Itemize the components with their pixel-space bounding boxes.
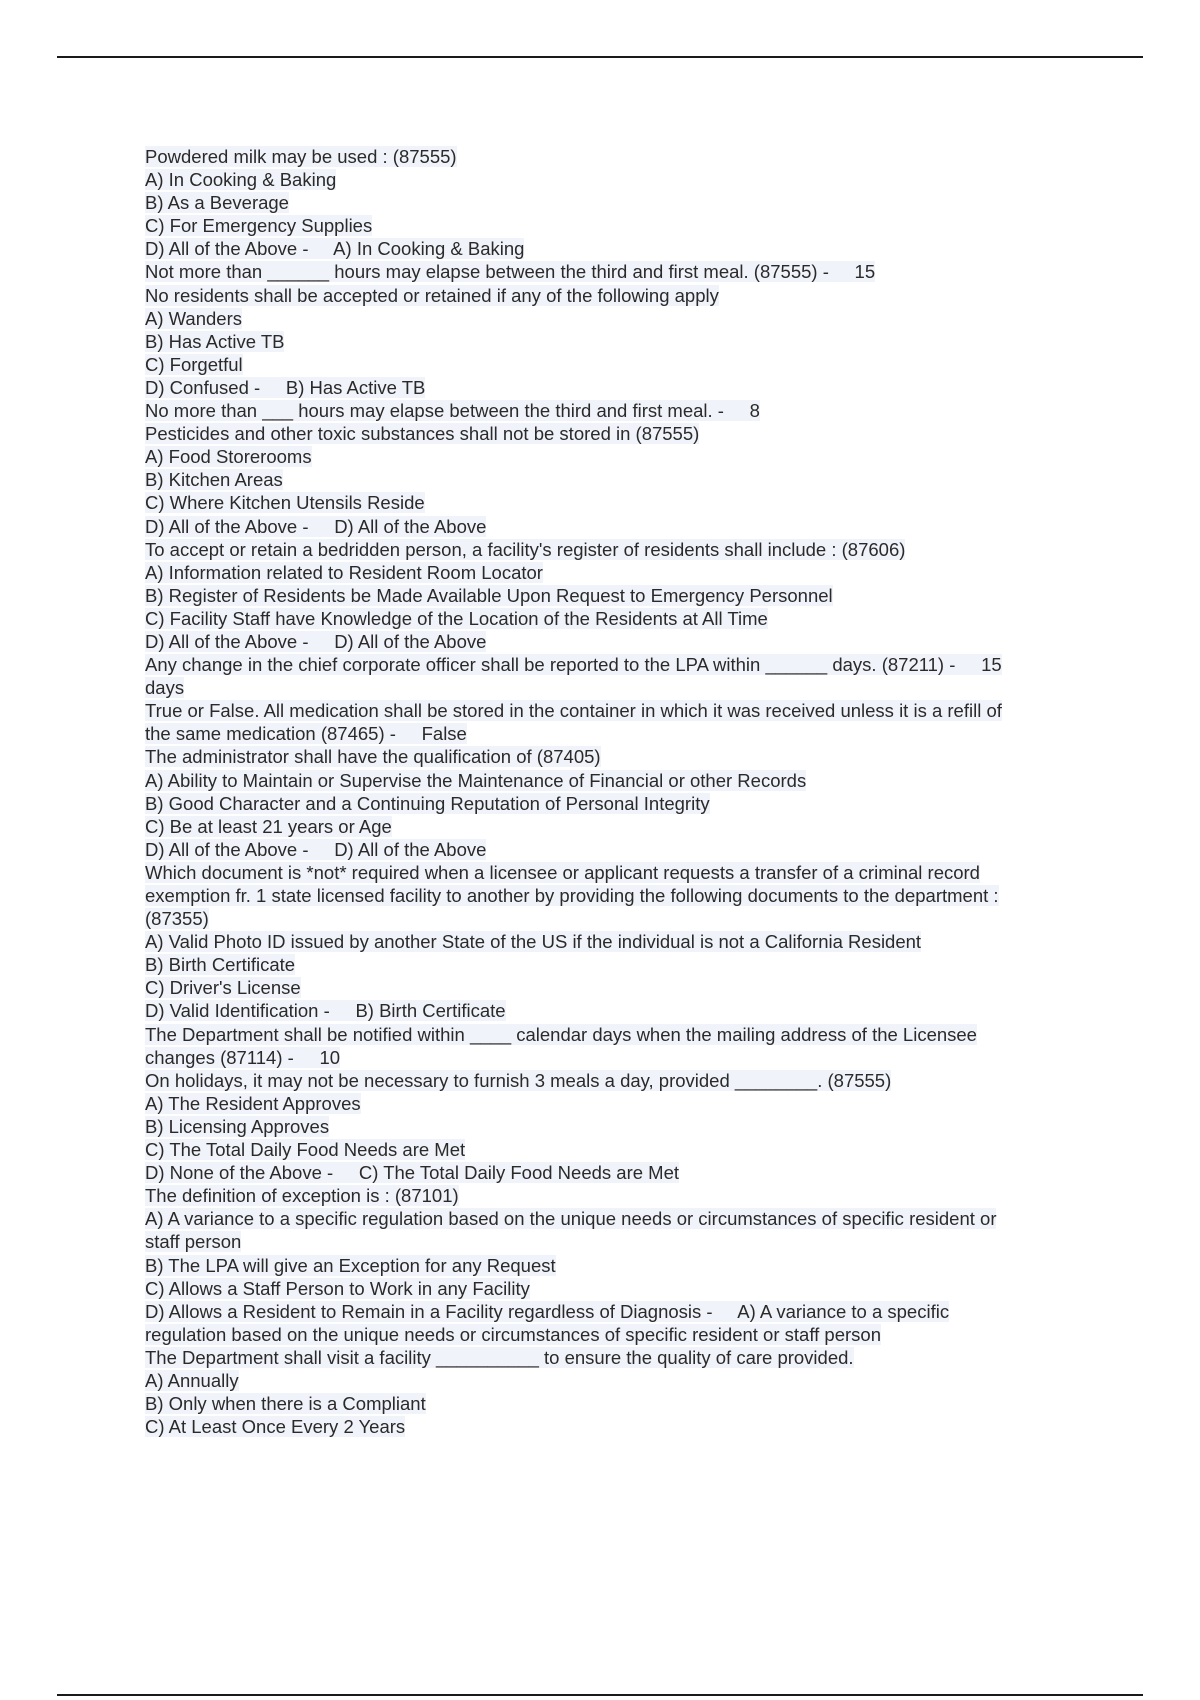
document-line-text: regulation based on the unique needs or circumstances of specific resident or staff person <box>145 1323 881 1345</box>
document-line <box>145 630 1085 653</box>
document-line-text: A) Food Storerooms <box>145 446 312 468</box>
document-line <box>145 1346 1085 1369</box>
document-line-text: B) Birth Certificate <box>145 954 296 976</box>
document-line <box>145 1046 1085 1069</box>
document-body <box>145 145 1085 1438</box>
document-line <box>145 422 1085 445</box>
document-line-text: C) Where Kitchen Utensils Reside <box>145 492 425 514</box>
document-line <box>145 1254 1085 1277</box>
document-line-text: D) All of the Above - A) In Cooking & Baking <box>145 238 525 260</box>
document-line-text: D) All of the Above - D) All of the Above <box>145 515 487 537</box>
document-line <box>145 515 1085 538</box>
document-line-text: To accept or retain a bedridden person, a facility's register of residents shall include : (87606) <box>145 538 906 560</box>
document-line-text: B) Register of Residents be Made Available Upon Request to Emergency Personnel <box>145 584 833 606</box>
document-line-text: Pesticides and other toxic substances shall not be stored in (87555) <box>145 423 700 445</box>
document-line <box>145 168 1085 191</box>
document-line-text: The Department shall be notified within ____ calendar days when the mailing address of the Licensee <box>145 1023 977 1045</box>
document-line <box>145 1369 1085 1392</box>
document-line-text: D) Valid Identification - B) Birth Certificate <box>145 1000 506 1022</box>
document-line <box>145 1161 1085 1184</box>
document-line-text: the same medication (87465) - False <box>145 723 467 745</box>
document-line-text: A) Valid Photo ID issued by another State of the US if the individual is not a California Resident <box>145 931 922 953</box>
document-line-text: Which document is *not* required when a licensee or applicant requests a transfer of a criminal record <box>145 861 980 883</box>
document-line-text: C) The Total Daily Food Needs are Met <box>145 1139 466 1161</box>
document-line <box>145 953 1085 976</box>
document-line <box>145 307 1085 330</box>
document-line <box>145 1230 1085 1253</box>
document-line <box>145 237 1085 260</box>
document-line <box>145 1415 1085 1438</box>
document-line <box>145 399 1085 422</box>
document-line <box>145 653 1085 676</box>
document-line <box>145 376 1085 399</box>
document-line <box>145 1184 1085 1207</box>
document-line <box>145 861 1085 884</box>
document-line-text: D) All of the Above - D) All of the Above <box>145 630 487 652</box>
document-line <box>145 1069 1085 1092</box>
document-line <box>145 607 1085 630</box>
document-line-text: No residents shall be accepted or retained if any of the following apply <box>145 284 719 306</box>
document-line <box>145 1277 1085 1300</box>
document-line-text: C) Forgetful <box>145 353 243 375</box>
document-line <box>145 884 1085 907</box>
document-line-text: D) Allows a Resident to Remain in a Facility regardless of Diagnosis - A) A variance to a specific <box>145 1300 950 1322</box>
document-line <box>145 722 1085 745</box>
document-line-text: C) Allows a Staff Person to Work in any Facility <box>145 1277 530 1299</box>
document-line <box>145 538 1085 561</box>
document-line-text: A) Information related to Resident Room Locator <box>145 561 543 583</box>
document-line-text: B) Has Active TB <box>145 330 285 352</box>
document-line <box>145 1300 1085 1323</box>
document-line-text: days <box>145 677 185 699</box>
document-line-text: D) None of the Above - C) The Total Daily Food Needs are Met <box>145 1162 680 1184</box>
document-line-text: exemption fr. 1 state licensed facility to another by providing the following documents to the department : <box>145 885 999 906</box>
document-line <box>145 191 1085 214</box>
document-line-text: A) In Cooking & Baking <box>145 169 337 191</box>
document-line <box>145 930 1085 953</box>
document-line-text: Powdered milk may be used : (87555) <box>145 146 457 167</box>
document-line-text: True or False. All medication shall be stored in the container in which it was received unless it is a refill of <box>145 700 1002 722</box>
document-line <box>145 468 1085 491</box>
document-line-text: C) At Least Once Every 2 Years <box>145 1416 406 1438</box>
document-line-text: D) Confused - B) Has Active TB <box>145 376 426 398</box>
document-line-text: C) Facility Staff have Knowledge of the Location of the Residents at All Time <box>145 607 768 629</box>
document-line-text: D) All of the Above - D) All of the Above <box>145 838 487 860</box>
document-line-text: No more than ___ hours may elapse between the third and first meal. - 8 <box>145 400 760 422</box>
document-line <box>145 999 1085 1022</box>
document-line <box>145 1115 1085 1138</box>
document-line <box>145 445 1085 468</box>
document-line <box>145 1023 1085 1046</box>
document-line <box>145 1392 1085 1415</box>
document-line <box>145 1138 1085 1161</box>
document-line <box>145 145 1085 168</box>
document-line-text: C) Driver's License <box>145 977 301 999</box>
document-line-text: B) Good Character and a Continuing Reputation of Personal Integrity <box>145 792 710 814</box>
document-line-text: C) Be at least 21 years or Age <box>145 815 392 837</box>
document-line-text: B) Licensing Approves <box>145 1115 330 1137</box>
document-line-text: changes (87114) - 10 <box>145 1046 341 1068</box>
document-line-text: A) A variance to a specific regulation based on the unique needs or circumstances of specific resident or <box>145 1208 997 1230</box>
document-line-text: The Department shall visit a facility __________ to ensure the quality of care provided. <box>145 1346 854 1368</box>
document-line <box>145 330 1085 353</box>
document-line <box>145 745 1085 768</box>
document-line-text: A) Wanders <box>145 307 242 329</box>
document-line <box>145 491 1085 514</box>
document-line-text: The administrator shall have the qualification of (87405) <box>145 746 601 768</box>
document-line-text: B) As a Beverage <box>145 192 289 214</box>
document-line <box>145 699 1085 722</box>
document-line-text: B) Only when there is a Compliant <box>145 1393 426 1415</box>
document-line <box>145 769 1085 792</box>
document-line <box>145 907 1085 930</box>
document-line <box>145 353 1085 376</box>
top-rule <box>57 56 1143 58</box>
document-line-text: The definition of exception is : (87101) <box>145 1185 459 1207</box>
document-line <box>145 815 1085 838</box>
document-line <box>145 676 1085 699</box>
document-line <box>145 792 1085 815</box>
document-line-text: Any change in the chief corporate officer shall be reported to the LPA within ______ days. (87211) - 15 <box>145 654 1002 676</box>
document-line <box>145 584 1085 607</box>
document-line <box>145 1323 1085 1346</box>
document-line-text: B) The LPA will give an Exception for any Request <box>145 1254 556 1276</box>
document-line-text: (87355) <box>145 908 209 930</box>
document-line <box>145 838 1085 861</box>
document-line-text: On holidays, it may not be necessary to furnish 3 meals a day, provided ________. (87555) <box>145 1069 892 1091</box>
document-line-text: staff person <box>145 1231 242 1253</box>
document-line-text: A) Ability to Maintain or Supervise the Maintenance of Financial or other Records <box>145 769 807 791</box>
document-line-text: Not more than ______ hours may elapse between the third and first meal. (87555) - 15 <box>145 261 876 283</box>
document-line-text: B) Kitchen Areas <box>145 469 283 491</box>
document-line <box>145 260 1085 283</box>
document-line <box>145 976 1085 999</box>
document-line <box>145 284 1085 307</box>
document-line-text: A) Annually <box>145 1369 239 1391</box>
document-line <box>145 1207 1085 1230</box>
document-line <box>145 214 1085 237</box>
document-line-text: C) For Emergency Supplies <box>145 215 373 237</box>
document-line-text: A) The Resident Approves <box>145 1092 361 1114</box>
document-line <box>145 1092 1085 1115</box>
bottom-rule <box>57 1694 1143 1696</box>
document-line <box>145 561 1085 584</box>
